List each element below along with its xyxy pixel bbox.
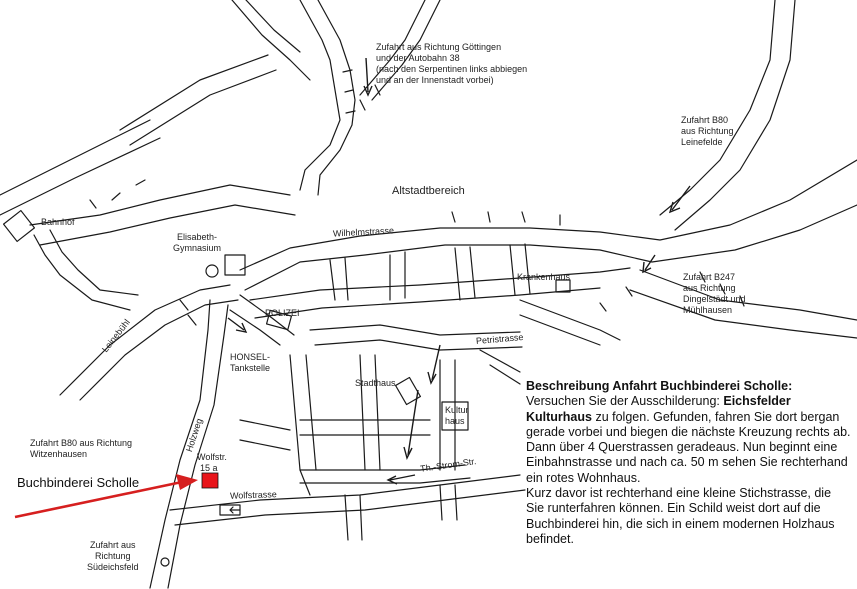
description-paragraph-1: Versuchen Sie der Ausschilderung: Eichsfelder Kulturhaus zu folgen. Gefunden, fahren Sie dort bergan gerade vorbei und biegen die nächste Kreuzung rechts ab. Dann über 4 Querstrassen geradeaus. Nun beginnt eine Einbahnstrasse und nach ca. 50 m sehen Sie rechterhand ein rotes Wohnhaus.: [526, 394, 851, 485]
destination-marker: [202, 473, 218, 488]
label-goettingen: Zufahrt aus Richtung Göttingen und der Autobahn 38 (nach den Serpentinen links abbiegen und an der Innenstadt vorbei): [376, 42, 528, 85]
label-wolfstrasse: Wolfstrasse: [229, 489, 278, 501]
label-krankenhaus: Krankenhaus: [517, 272, 571, 282]
label-kulturhaus: Kultur haus: [445, 405, 469, 426]
label-wolfstr-15a: Wolfstr. 15 a: [197, 452, 227, 473]
label-wilhelmstrasse: Wilhelmstrasse: [332, 225, 395, 239]
label-buchbinderei: Buchbinderei Scholle: [17, 475, 140, 490]
label-holzweg: Holzweg: [184, 417, 205, 454]
label-gymnasium: Elisabeth- Gymnasium: [173, 232, 222, 253]
label-thstrom: Th.-Strom-Str.: [419, 456, 477, 474]
label-b247: Zufahrt B247 aus Richtung Dingelstädt und Mühlhausen: [683, 272, 746, 315]
directions-description: [526, 379, 851, 547]
label-leinebuhl: Leinebühl: [100, 317, 132, 355]
label-petristrasse: Petristrasse: [475, 331, 524, 347]
description-paragraph-2: Kurz davor ist rechterhand eine kleine Stichstrasse, die Sie runterfahren können. Ein Schild weist dort auf die Buchbinderei hin, die sich in einem modernen Holzhaus befindet.: [526, 486, 835, 546]
label-altstadt: Altstadtbereich: [392, 185, 465, 197]
label-b80-witzenhausen: Zufahrt B80 aus Richtung Witzenhausen: [30, 438, 133, 459]
label-polizei: POLIZEI: [265, 308, 300, 318]
label-b80-leinefelde: Zufahrt B80 aus Richtung Leinefelde: [681, 115, 734, 147]
label-honsel: HONSEL- Tankstelle: [230, 352, 271, 373]
label-suedeichsfeld: Zufahrt aus Richtung Südeichsfeld: [87, 540, 139, 572]
label-stadthaus: Stadthaus: [355, 378, 396, 388]
description-heading: Beschreibung Anfahrt Buchbinderei Scholle:: [526, 379, 793, 393]
label-bahnhof: Bahnhof: [41, 217, 75, 227]
